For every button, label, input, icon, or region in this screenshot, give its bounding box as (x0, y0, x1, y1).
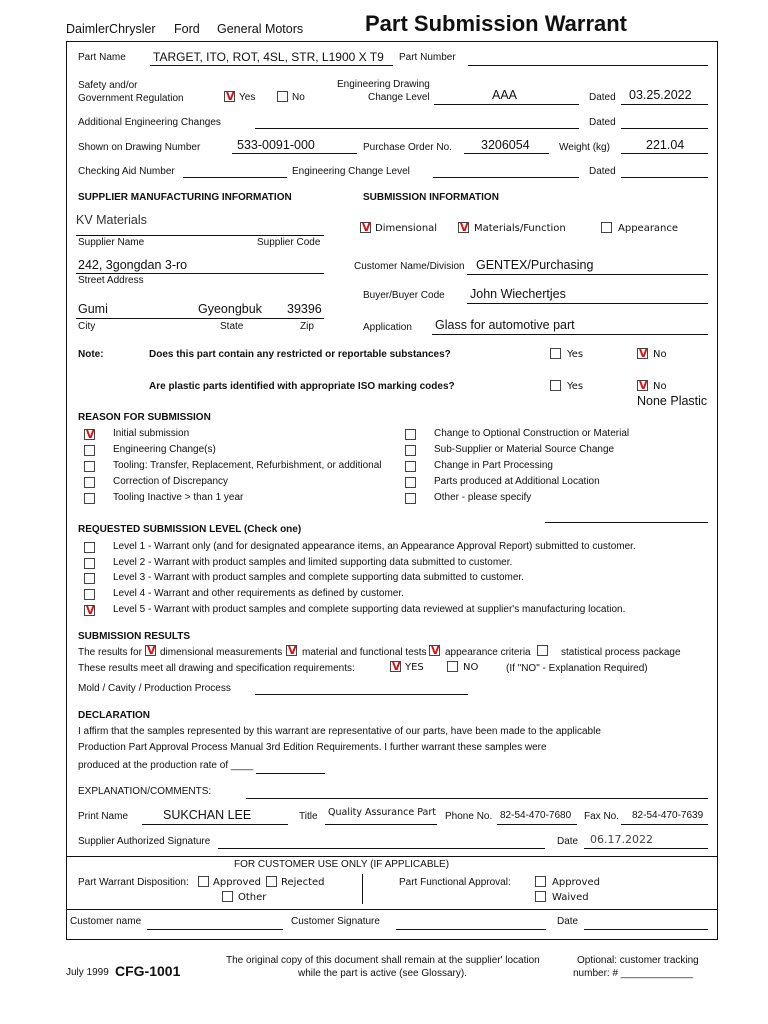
footer-note-line-1: The original copy of this document shall remain at the supplier' location (226, 955, 540, 966)
note-question-1: Does this part contain any restricted or reportable substances? (149, 349, 451, 360)
safety-label-1: Safety and/or (78, 80, 138, 91)
reason-right-checkbox-3[interactable] (405, 461, 416, 472)
reason-right-checkbox-5[interactable] (405, 493, 416, 504)
city-value[interactable]: Gumi (78, 302, 108, 316)
zip-value[interactable]: 39396 (287, 302, 322, 316)
submission-level-label-1: Level 1 - Warrant only (and for designated appearance items, an Appearance Approval Report) submitted to customer. (113, 541, 636, 552)
drawing-change-label-1: Engineering Drawing (337, 79, 430, 90)
submission-level-label-2: Level 2 - Warrant with product samples and limited supporting data submitted to customer. (113, 556, 513, 568)
reason-right-label-4: Parts produced at Additional Location (434, 476, 600, 487)
state-label: State (220, 321, 244, 332)
appearance-label: Appearance (618, 223, 679, 234)
dated-label-1: Dated (589, 92, 616, 103)
disposition-other-checkbox[interactable] (222, 891, 233, 902)
dated-field-3[interactable] (621, 177, 708, 178)
explanation-label: EXPLANATION/COMMENTS: (78, 786, 212, 797)
safety-label-2: Government Regulation (78, 93, 184, 104)
dated-field-2[interactable] (621, 128, 708, 129)
drawing-change-label-2: Change Level (368, 92, 430, 103)
checking-aid-field[interactable] (183, 177, 287, 178)
meet-no-label: NO (463, 662, 479, 673)
note-label: Note: (78, 349, 104, 360)
declaration-line-3: produced at the production rate of ____ (78, 760, 254, 771)
appearance-criteria-checkbox[interactable] (429, 645, 440, 656)
disposition-rejected-checkbox[interactable] (266, 876, 277, 887)
explanation-field[interactable] (246, 798, 708, 799)
title-value[interactable]: Quality Assurance Part (328, 807, 436, 818)
print-name-value[interactable]: SUKCHAN LEE (163, 808, 252, 822)
form-title: Part Submission Warrant (365, 11, 628, 36)
reason-left-label-1: Initial submission (113, 428, 190, 439)
disposition-approved-label: Approved (213, 877, 261, 888)
meet-requirements-label: These results meet all drawing and specification requirements: (78, 663, 355, 674)
reason-left-label-2: Engineering Change(s) (113, 444, 216, 455)
reason-right-checkbox-2[interactable] (405, 445, 416, 456)
declaration-line-2: Production Part Approval Process Manual 3rd Edition Requirements. I further warrant these samples were (78, 742, 547, 753)
dimensional-measurements-checkbox[interactable] (145, 645, 156, 656)
safety-no-checkbox[interactable] (277, 91, 288, 102)
po-value[interactable]: 3206054 (481, 138, 530, 152)
material-tests-checkbox[interactable] (286, 645, 297, 656)
signature-date-label: Date (557, 836, 579, 847)
q1-no-label: No (653, 349, 667, 360)
reason-right-label-1: Change to Optional Construction or Material (434, 428, 630, 439)
materials-function-label: Materials/Function (474, 223, 566, 234)
street-value[interactable]: 242, 3gongdan 3-ro (78, 258, 188, 272)
q2-comment: None Plastic (637, 394, 708, 408)
materials-function-checkbox[interactable] (458, 222, 469, 233)
submission-level-label-4: Level 4 - Warrant and other requirements as defined by customer. (113, 588, 404, 600)
dated-label-2: Dated (589, 117, 616, 128)
functional-approval-label: Part Functional Approval: (399, 877, 511, 888)
shown-on-drawing-label: Shown on Drawing Number (78, 142, 201, 153)
company-daimlerchrysler: DaimlerChrysler (66, 22, 156, 36)
phone-value[interactable]: 82-54-470-7680 (500, 810, 572, 821)
footer-form-id: CFG-1001 (115, 963, 181, 979)
reason-right-label-2: Sub-Supplier or Material Source Change (434, 444, 615, 455)
statistical-package-checkbox[interactable] (537, 645, 548, 656)
buyer-label: Buyer/Buyer Code (363, 290, 445, 301)
part-number-label: Part Number (399, 52, 456, 63)
dimensional-measurements-label: dimensional measurements (160, 647, 283, 658)
other-specify-field[interactable] (545, 522, 708, 523)
company-ford: Ford (174, 22, 200, 36)
q1-no-checkbox[interactable] (637, 348, 648, 359)
street-label: Street Address (78, 275, 144, 286)
weight-value[interactable]: 221.04 (646, 138, 685, 152)
application-value[interactable]: Glass for automotive part (435, 318, 575, 332)
zip-label: Zip (300, 321, 314, 332)
dated-label-3: Dated (589, 166, 616, 177)
customer-value[interactable]: GENTEX/Purchasing (476, 258, 594, 272)
declaration-line-1: I affirm that the samples represented by this warrant are representative of our parts, have been made to the applicable (78, 726, 601, 737)
fax-label: Fax No. (584, 811, 620, 822)
q2-yes-checkbox[interactable] (550, 380, 561, 391)
safety-yes-checkbox[interactable] (224, 91, 235, 102)
supplier-code-label: Supplier Code (257, 237, 321, 248)
results-section-title: SUBMISSION RESULTS (78, 631, 191, 642)
submission-level-label-5: Level 5 - Warrant with product samples and complete supporting data reviewed at supplier's manufacturing location. (113, 603, 626, 615)
customer-signature-field[interactable] (396, 929, 546, 930)
material-tests-label: material and functional tests (302, 647, 427, 658)
customer-signature-label: Customer Signature (291, 916, 380, 927)
reason-left-checkbox-2[interactable] (84, 445, 95, 456)
reason-left-checkbox-5[interactable] (84, 493, 95, 504)
additional-eng-label: Additional Engineering Changes (78, 117, 221, 128)
reason-right-checkbox-4[interactable] (405, 477, 416, 488)
appearance-criteria-label: appearance criteria (445, 647, 531, 658)
supplier-section-title: SUPPLIER MANUFACTURING INFORMATION (78, 192, 292, 203)
submission-info-title: SUBMISSION INFORMATION (363, 192, 499, 203)
footer-note-line-2: while the part is active (see Glossary). (298, 968, 467, 979)
functional-waived-label: Waived (552, 892, 589, 903)
mold-field[interactable] (255, 694, 468, 695)
print-name-label: Print Name (78, 811, 129, 822)
signature-label: Supplier Authorized Signature (78, 836, 211, 847)
disposition-other-label: Other (238, 892, 267, 903)
signature-field[interactable] (218, 848, 545, 849)
functional-approved-checkbox[interactable] (535, 876, 546, 887)
buyer-value[interactable]: John Wiechertjes (470, 287, 566, 301)
footer-tracking-line-2: number: # _____________ (573, 968, 694, 979)
meet-no-checkbox[interactable] (447, 661, 458, 672)
production-rate-field[interactable] (256, 773, 325, 774)
checking-aid-label: Checking Aid Number (78, 166, 175, 177)
shown-on-drawing-value[interactable]: 533-0091-000 (237, 138, 315, 152)
drawing-change-level-value[interactable]: AAA (492, 88, 518, 102)
submission-level-checkbox-2[interactable] (84, 558, 95, 569)
submission-level-checkbox-5[interactable] (84, 605, 95, 616)
reason-section-title: REASON FOR SUBMISSION (78, 412, 211, 423)
phone-label: Phone No. (445, 811, 493, 822)
dimensional-label: Dimensional (375, 223, 438, 234)
q2-no-checkbox[interactable] (637, 380, 648, 391)
customer-date-label: Date (557, 916, 579, 927)
submission-level-label-3: Level 3 - Warrant with product samples and complete supporting data submitted to customer. (113, 572, 524, 584)
application-label: Application (363, 322, 412, 333)
reason-left-label-3: Tooling: Transfer, Replacement, Refurbishment, or additional (113, 460, 382, 471)
title-label: Title (299, 811, 318, 822)
reason-right-checkbox-1[interactable] (405, 429, 416, 440)
footer-date: July 1999 (66, 967, 109, 978)
part-name-label: Part Name (78, 52, 126, 63)
disposition-rejected-label: Rejected (281, 877, 325, 888)
note-question-2: Are plastic parts identified with appropriate ISO marking codes? (149, 381, 455, 392)
part-name-value[interactable]: TARGET, ITO, ROT, 4SL, STR, L1900 X T9 (153, 50, 384, 64)
level-section-title: REQUESTED SUBMISSION LEVEL (Check one) (78, 524, 302, 535)
reason-right-label-3: Change in Part Processing (434, 460, 553, 471)
submission-level-checkbox-4[interactable] (84, 589, 95, 600)
q1-yes-checkbox[interactable] (550, 348, 561, 359)
safety-no-label: No (292, 92, 305, 103)
results-prefix: The results for (78, 647, 142, 658)
eng-change-level-label: Engineering Change Level (292, 166, 410, 177)
eng-change-level-field[interactable] (433, 177, 579, 178)
submission-level-checkbox-3[interactable] (84, 573, 95, 584)
functional-approved-label: Approved (552, 877, 600, 888)
reason-left-label-5: Tooling Inactive > than 1 year (113, 492, 244, 503)
supplier-name-label: Supplier Name (78, 237, 145, 248)
city-label: City (78, 321, 96, 332)
reason-left-label-4: Correction of Discrepancy (113, 476, 229, 487)
customer-name-label: Customer name (70, 916, 142, 927)
supplier-name-value[interactable]: KV Materials (76, 213, 147, 227)
q1-yes-label: Yes (567, 349, 584, 360)
footer-tracking-line-1: Optional: customer tracking (577, 955, 699, 966)
company-gm: General Motors (217, 22, 304, 36)
part-number-field[interactable] (468, 65, 708, 66)
meet-yes-label: YES (405, 662, 424, 673)
declaration-title: DECLARATION (78, 710, 151, 721)
dated-value-1[interactable]: 03.25.2022 (629, 88, 692, 102)
dimensional-checkbox[interactable] (360, 222, 371, 233)
mold-label: Mold / Cavity / Production Process (78, 683, 231, 694)
disposition-label: Part Warrant Disposition: (78, 877, 189, 888)
reason-left-checkbox-3[interactable] (84, 461, 95, 472)
meet-yes-checkbox[interactable] (390, 661, 401, 672)
safety-yes-label: Yes (239, 92, 256, 103)
signature-date-value[interactable]: 06.17.2022 (590, 833, 653, 846)
fax-value[interactable]: 82-54-470-7639 (632, 810, 704, 821)
po-label: Purchase Order No. (363, 142, 452, 153)
q2-yes-label: Yes (567, 381, 584, 392)
reason-left-checkbox-1[interactable] (84, 429, 95, 440)
weight-label: Weight (kg) (559, 142, 610, 153)
customer-use-title: FOR CUSTOMER USE ONLY (IF APPLICABLE) (234, 859, 450, 870)
reason-right-label-5: Other - please specify (434, 492, 532, 503)
customer-label: Customer Name/Division (354, 261, 465, 272)
additional-eng-field[interactable] (255, 128, 579, 129)
submission-level-checkbox-1[interactable] (84, 542, 95, 553)
customer-date-field[interactable] (584, 929, 708, 930)
appearance-checkbox[interactable] (601, 222, 612, 233)
customer-use-divider (362, 874, 363, 904)
q2-no-label: No (653, 381, 667, 392)
customer-name-field[interactable] (147, 929, 283, 930)
disposition-approved-checkbox[interactable] (198, 876, 209, 887)
statistical-package-label: statistical process package (561, 647, 681, 658)
functional-waived-checkbox[interactable] (535, 891, 546, 902)
explanation-required-note: (If "NO" - Explanation Required) (506, 663, 648, 674)
state-value[interactable]: Gyeongbuk (198, 302, 262, 316)
reason-left-checkbox-4[interactable] (84, 477, 95, 488)
